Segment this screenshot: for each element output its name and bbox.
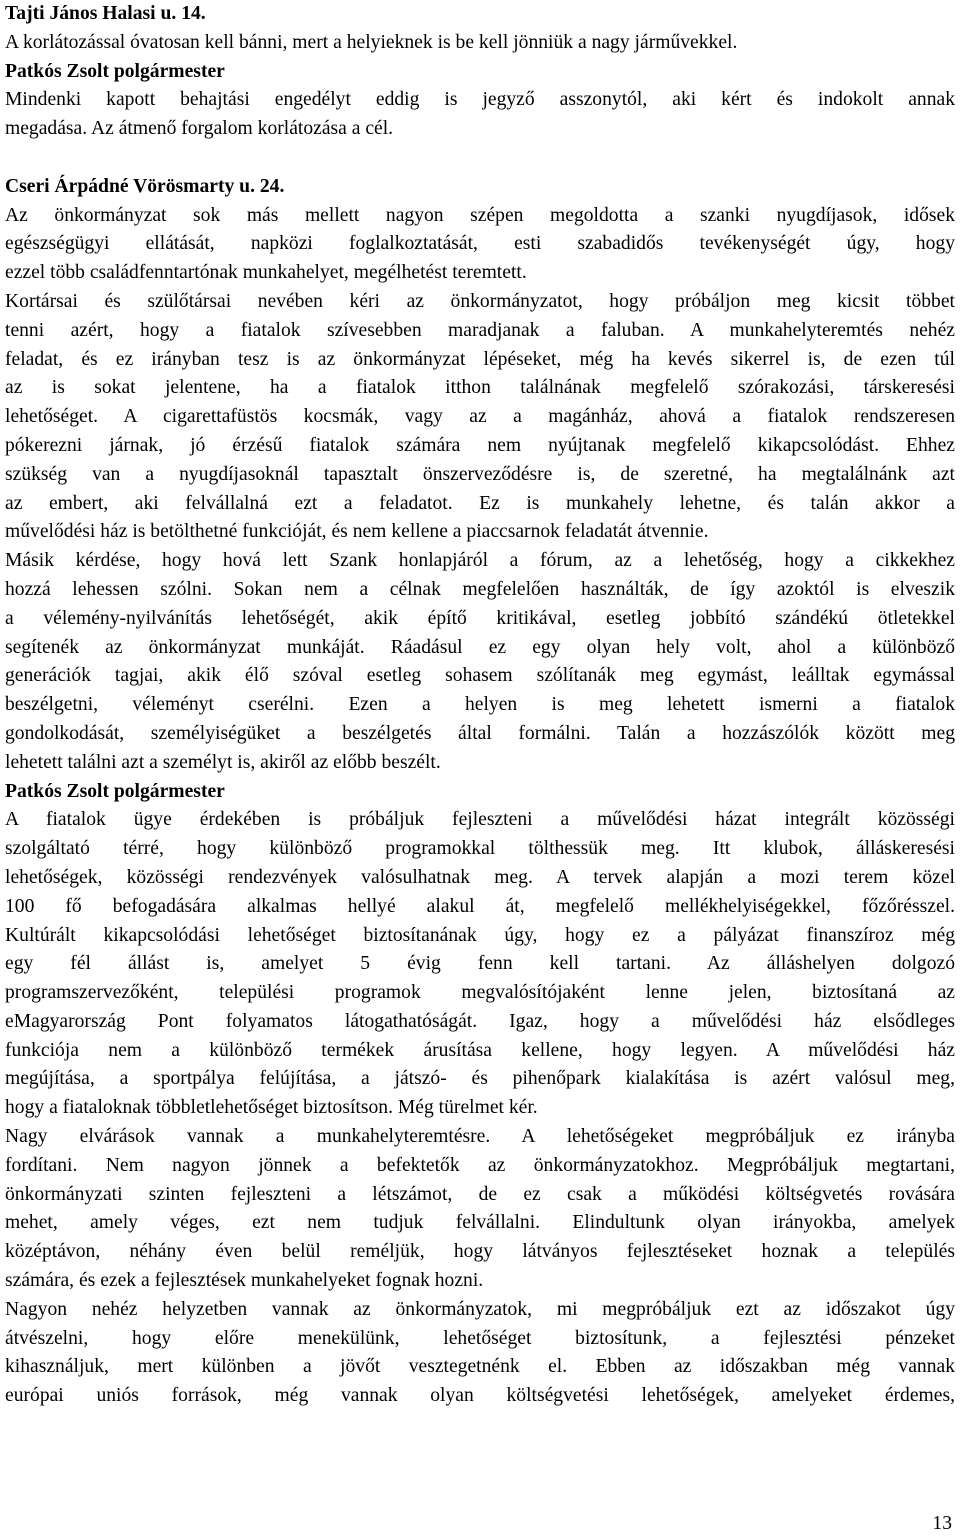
body-text-line: tenni azért, hogy a fiatalok szívesebben maradjanak a faluban. A munkahelyteremtés nehéz: [5, 319, 955, 341]
body-text-line: fordítani. Nem nagyon jönnek a befektetők az önkormányzatokhoz. Megpróbáljuk megtartani,: [5, 1154, 955, 1176]
body-text-line: lehetőséget. A cigarettafüstös kocsmák, vagy az a magánház, ahová a fiatalok rendszeresen: [5, 406, 955, 428]
body-text-line: az embert, aki felvállalná ezt a feladatot. Ez is munkahely lehetne, és talán akkor a: [5, 492, 955, 514]
body-text-line: gondolkodását, személyiségüket a beszélgetés által formálni. Talán a hozzászólók között meg: [5, 722, 955, 744]
body-text-line: európai uniós források, még vannak olyan költségvetési lehetőségek, amelyeket érdemes,: [5, 1385, 955, 1407]
body-text-line: ezzel több családfenntartónak munkahelyet, megélhetést teremtett.: [5, 262, 527, 284]
body-text-line: kihasználjuk, mert különben a jövőt vesztegetnénk el. Ebben az időszakban még vannak: [5, 1356, 955, 1378]
speaker-heading: Patkós Zsolt polgármester: [5, 780, 225, 802]
body-text-line: egy fél állást is, amelyet 5 évig fenn kell tartani. Az álláshelyen dolgozó: [5, 953, 955, 975]
body-text-line: megújítása, a sportpálya felújítása, a játszó- és pihenőpark kialakítása is azért valósul meg,: [5, 1068, 955, 1090]
document-page: [5, 0, 955, 1411]
body-text-line: segítenék az önkormányzat munkáját. Ráadásul ez egy olyan hely volt, ahol a különböző: [5, 636, 955, 658]
body-text-line: Az önkormányzat sok más mellett nagyon szépen megoldotta a szanki nyugdíjasok, idősek: [5, 204, 955, 226]
body-text-line: Másik kérdése, hogy hová lett Szank honlapjáról a fórum, az a lehetőség, hogy a cikkekhez: [5, 550, 955, 572]
body-text-line: Kultúrált kikapcsolódási lehetőséget biztosítanának úgy, hogy ez a pályázat finanszíroz még: [5, 924, 955, 946]
body-text-line: művelődési ház is betölthetné funkcióját, és nem kellene a piaccsarnok feladatát átvennie.: [5, 521, 709, 543]
body-text-line: Kortársai és szülőtársai nevében kéri az önkormányzatot, hogy próbáljon meg kicsit többet: [5, 290, 955, 312]
body-text-line: hogy a fiataloknak többletlehetőséget biztosítson. Még türelmet kér.: [5, 1097, 538, 1119]
body-text-line: Nagyon nehéz helyzetben vannak az önkormányzatok, mi megpróbáljuk ezt az időszakot úgy: [5, 1298, 955, 1320]
blank-line: [5, 144, 955, 173]
body-text-line: eMagyarország Pont folyamatos látogathatóságát. Igaz, hogy a művelődési ház elsődleges: [5, 1010, 955, 1032]
body-text-line: generációk tagjai, akik élő szóval esetleg sohasem szólítanák meg egymást, leálltak egymással: [5, 665, 955, 687]
body-text-line: lehetett találni azt a személyt is, akiről az előbb beszélt.: [5, 751, 441, 773]
body-text-line: középtávon, néhány éven belül reméljük, hogy látványos fejlesztéseket hoznak a település: [5, 1241, 955, 1263]
speaker-heading: Cseri Árpádné Vörösmarty u. 24.: [5, 175, 285, 197]
body-text-line: egészségügyi ellátását, napközi foglalkoztatását, esti szabadidős tevékenységét úgy, hogy: [5, 233, 955, 255]
body-text-line: 100 fő befogadására alkalmas hellyé alakul át, megfelelő mellékhelyiségekkel, főzőrésszel.: [5, 895, 955, 917]
body-text-line: Mindenki kapott behajtási engedélyt eddig is jegyző asszonytól, aki kért és indokolt annak: [5, 89, 955, 111]
body-text-line: számára, és ezek a fejlesztések munkahelyeket fognak hozni.: [5, 1270, 484, 1292]
page-number: 13: [932, 1513, 952, 1534]
body-text-line: programszervezőként, települési programok megvalósítójaként lenne jelen, biztosítaná az: [5, 982, 955, 1004]
body-text-line: A fiatalok ügye érdekében is próbáljuk fejleszteni a művelődési házat integrált közösségi: [5, 809, 955, 831]
body-text-line: A korlátozással óvatosan kell bánni, mert a helyieknek is be kell jönniük a nagy járművekkel.: [5, 31, 738, 53]
body-text-line: a vélemény-nyilvánítás lehetőségét, akik építő kritikával, esetleg jobbító szándékú ötletekkel: [5, 607, 955, 629]
body-text-line: feladat, és ez irányban tesz is az önkormányzat lépéseket, még ha kevés sikerrel is, de ezen túl: [5, 348, 955, 370]
body-text-line: önkormányzati szinten fejleszteni a létszámot, de ez csak a működési költségvetés rovására: [5, 1183, 955, 1205]
body-text-line: funkciója nem a különböző termékek árusítása kellene, hogy legyen. A művelődési ház: [5, 1039, 955, 1061]
body-text-line: az is sokat jelentene, ha a fiatalok itthon találnának megfelelő szórakozási, társkeresési: [5, 377, 955, 399]
body-text-line: megadása. Az átmenő forgalom korlátozása a cél.: [5, 118, 394, 140]
body-text-line: lehetőségek, közösségi rendezvények valósulhatnak meg. A tervek alapján a mozi terem közel: [5, 866, 955, 888]
body-text-line: beszélgetni, véleményt cserélni. Ezen a helyen is meg lehetett ismerni a fiatalok: [5, 694, 955, 716]
body-text-line: átvészelni, hogy előre menekülünk, lehetőséget biztosítunk, a fejlesztési pénzeket: [5, 1327, 955, 1349]
body-text-line: mehet, amely véges, ezt nem tudjuk felvállalni. Elindultunk olyan irányokba, amelyek: [5, 1212, 955, 1234]
body-text-line: Nagy elvárások vannak a munkahelyteremtésre. A lehetőségeket megpróbáljuk ez irányba: [5, 1126, 955, 1148]
body-text-line: szolgáltató térré, hogy különböző programokkal tölthessük meg. Itt klubok, álláskeresési: [5, 838, 955, 860]
body-text-line: hozzá lehessen szólni. Sokan nem a célnak megfelelően használták, de így azoktól is elveszik: [5, 578, 955, 600]
body-text-line: pókerezni járnak, jó érzésű fiatalok számára nem nyújtanak megfelelő kikapcsolódást. Ehhez: [5, 434, 955, 456]
speaker-heading: Patkós Zsolt polgármester: [5, 60, 225, 82]
body-text-line: szükség van a nyugdíjasoknál tapasztalt önszerveződésre is, de szeretné, ha megtalálnánk azt: [5, 463, 955, 485]
speaker-heading: Tajti János Halasi u. 14.: [5, 3, 206, 24]
